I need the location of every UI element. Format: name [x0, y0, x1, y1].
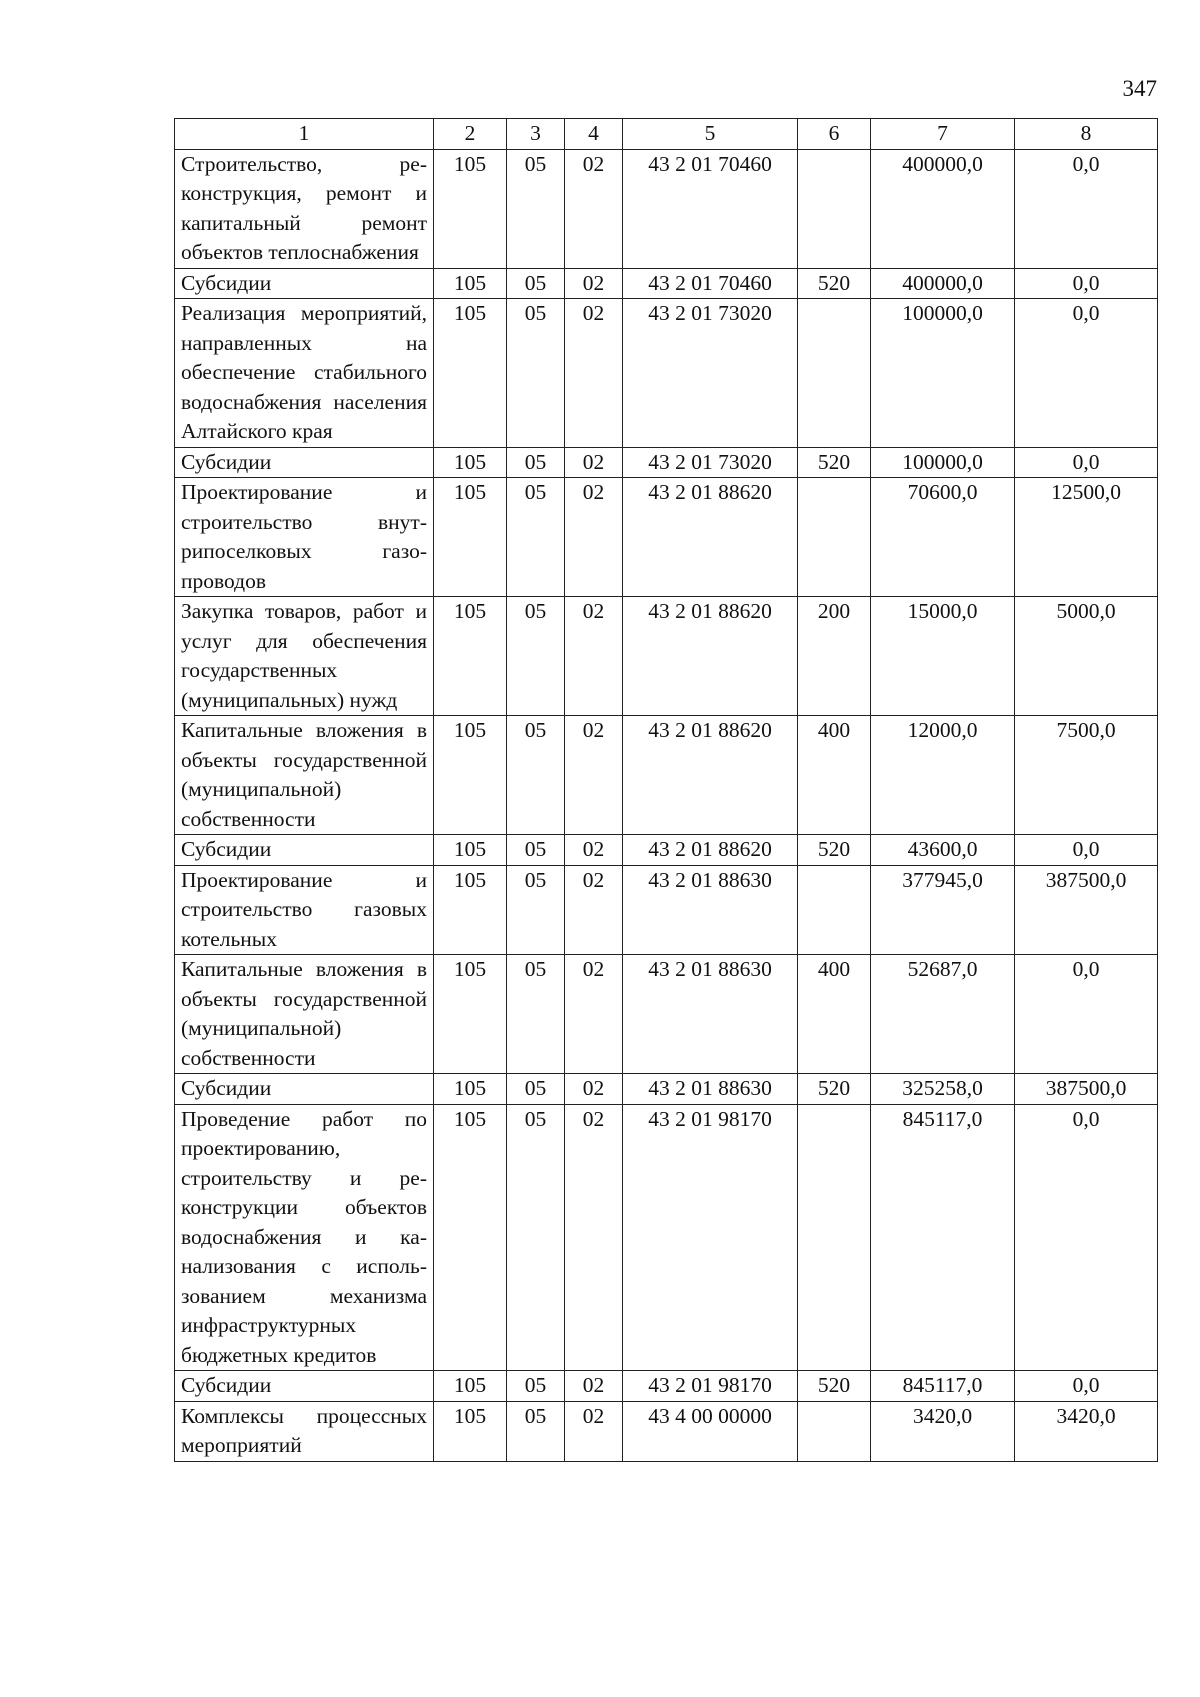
amount-year-1-cell: 845117,0 [871, 1104, 1015, 1371]
section-code-cell: 05 [507, 268, 565, 299]
amount-year-2-cell: 5000,0 [1015, 597, 1158, 716]
amount-year-1-cell: 3420,0 [871, 1401, 1015, 1461]
expense-type-cell [798, 1401, 871, 1461]
subsection-code-cell: 02 [565, 1104, 623, 1371]
expense-type-cell: 520 [798, 1074, 871, 1105]
amount-year-1-cell: 100000,0 [871, 447, 1015, 478]
target-article-cell: 43 2 01 98170 [623, 1104, 798, 1371]
admin-code-cell: 105 [434, 1104, 507, 1371]
target-article-cell: 43 4 00 00000 [623, 1401, 798, 1461]
target-article-cell: 43 2 01 73020 [623, 447, 798, 478]
header-cell: 3 [507, 119, 565, 150]
table-row [175, 865, 1158, 955]
admin-code-cell: 105 [434, 478, 507, 597]
item-name-cell: Капитальные вложения в объекты государственной (муниципальной) собственности [175, 716, 434, 835]
table-row [175, 1074, 1158, 1105]
amount-year-2-cell: 387500,0 [1015, 1074, 1158, 1105]
section-code-cell: 05 [507, 1401, 565, 1461]
expense-type-cell [798, 1104, 871, 1371]
section-code-cell: 05 [507, 865, 565, 955]
target-article-cell: 43 2 01 88620 [623, 597, 798, 716]
expense-type-cell [798, 865, 871, 955]
subsection-code-cell: 02 [565, 299, 623, 448]
table-row [175, 149, 1158, 268]
admin-code-cell: 105 [434, 1371, 507, 1402]
expense-type-cell [798, 478, 871, 597]
item-name-cell: Субсидии [175, 1371, 434, 1402]
admin-code-cell: 105 [434, 835, 507, 866]
table-row [175, 716, 1158, 835]
section-code-cell: 05 [507, 835, 565, 866]
section-code-cell: 05 [507, 149, 565, 268]
header-cell: 1 [175, 119, 434, 150]
item-name-cell: Субсидии [175, 447, 434, 478]
item-name-cell: Строительство, реконструкция, ремонт и капитальный ремонт объектов теплоснабжения [175, 149, 434, 268]
table-row [175, 1371, 1158, 1402]
item-name-cell: Проектирование и строительство внутрипоселковых газопроводов [175, 478, 434, 597]
item-name-cell: Капитальные вложения в объекты государственной (муниципальной) собственности [175, 955, 434, 1074]
header-cell: 7 [871, 119, 1015, 150]
subsection-code-cell: 02 [565, 1074, 623, 1105]
target-article-cell: 43 2 01 98170 [623, 1371, 798, 1402]
header-cell: 6 [798, 119, 871, 150]
expense-type-cell: 520 [798, 447, 871, 478]
expense-type-cell [798, 299, 871, 448]
target-article-cell: 43 2 01 88620 [623, 478, 798, 597]
amount-year-2-cell: 7500,0 [1015, 716, 1158, 835]
section-code-cell: 05 [507, 716, 565, 835]
target-article-cell: 43 2 01 88620 [623, 716, 798, 835]
section-code-cell: 05 [507, 478, 565, 597]
table-row [175, 1104, 1158, 1371]
amount-year-1-cell: 377945,0 [871, 865, 1015, 955]
amount-year-2-cell: 0,0 [1015, 955, 1158, 1074]
admin-code-cell: 105 [434, 1401, 507, 1461]
subsection-code-cell: 02 [565, 478, 623, 597]
admin-code-cell: 105 [434, 149, 507, 268]
subsection-code-cell: 02 [565, 597, 623, 716]
target-article-cell: 43 2 01 70460 [623, 149, 798, 268]
header-cell: 8 [1015, 119, 1158, 150]
expense-type-cell: 520 [798, 1371, 871, 1402]
item-name-cell: Комплексы процессных мероприятий [175, 1401, 434, 1461]
target-article-cell: 43 2 01 88620 [623, 835, 798, 866]
amount-year-1-cell: 52687,0 [871, 955, 1015, 1074]
item-name-cell: Проведение работ по проектированию, строительству и реконструкции объектов водоснабжения и канализования с использованием механизма инфраструктурных бюджетных кредитов [175, 1104, 434, 1371]
amount-year-2-cell: 0,0 [1015, 1371, 1158, 1402]
item-name-cell: Закупка товаров, работ и услуг для обеспечения государственных (муниципальных) нужд [175, 597, 434, 716]
amount-year-2-cell: 0,0 [1015, 447, 1158, 478]
table-row [175, 447, 1158, 478]
page-number: 347 [1122, 76, 1157, 101]
amount-year-1-cell: 400000,0 [871, 149, 1015, 268]
admin-code-cell: 105 [434, 716, 507, 835]
target-article-cell: 43 2 01 88630 [623, 1074, 798, 1105]
amount-year-1-cell: 100000,0 [871, 299, 1015, 448]
admin-code-cell: 105 [434, 865, 507, 955]
section-code-cell: 05 [507, 955, 565, 1074]
amount-year-2-cell: 12500,0 [1015, 478, 1158, 597]
header-cell: 4 [565, 119, 623, 150]
budget-table [174, 118, 1158, 1462]
table-row [175, 597, 1158, 716]
admin-code-cell: 105 [434, 597, 507, 716]
item-name-cell: Субсидии [175, 1074, 434, 1105]
amount-year-1-cell: 400000,0 [871, 268, 1015, 299]
subsection-code-cell: 02 [565, 447, 623, 478]
amount-year-2-cell: 0,0 [1015, 299, 1158, 448]
target-article-cell: 43 2 01 88630 [623, 955, 798, 1074]
expense-type-cell: 400 [798, 716, 871, 835]
header-row [175, 119, 1158, 150]
header-cell: 2 [434, 119, 507, 150]
expense-type-cell [798, 149, 871, 268]
item-name-cell: Реализация мероприятий, направленных на обеспечение стабильного водоснабжения населения Алтайского края [175, 299, 434, 448]
admin-code-cell: 105 [434, 447, 507, 478]
table-row [175, 268, 1158, 299]
amount-year-2-cell: 0,0 [1015, 835, 1158, 866]
expense-type-cell: 400 [798, 955, 871, 1074]
target-article-cell: 43 2 01 88630 [623, 865, 798, 955]
subsection-code-cell: 02 [565, 716, 623, 835]
item-name-cell: Проектирование и строительство газовых котельных [175, 865, 434, 955]
admin-code-cell: 105 [434, 1074, 507, 1105]
item-name-cell: Субсидии [175, 268, 434, 299]
amount-year-1-cell: 43600,0 [871, 835, 1015, 866]
admin-code-cell: 105 [434, 299, 507, 448]
amount-year-2-cell: 3420,0 [1015, 1401, 1158, 1461]
amount-year-1-cell: 325258,0 [871, 1074, 1015, 1105]
admin-code-cell: 105 [434, 955, 507, 1074]
subsection-code-cell: 02 [565, 835, 623, 866]
amount-year-1-cell: 70600,0 [871, 478, 1015, 597]
header-cell: 5 [623, 119, 798, 150]
subsection-code-cell: 02 [565, 955, 623, 1074]
section-code-cell: 05 [507, 1074, 565, 1105]
table-row [175, 299, 1158, 448]
section-code-cell: 05 [507, 1104, 565, 1371]
amount-year-1-cell: 15000,0 [871, 597, 1015, 716]
admin-code-cell: 105 [434, 268, 507, 299]
subsection-code-cell: 02 [565, 1401, 623, 1461]
subsection-code-cell: 02 [565, 268, 623, 299]
amount-year-1-cell: 12000,0 [871, 716, 1015, 835]
subsection-code-cell: 02 [565, 1371, 623, 1402]
amount-year-2-cell: 0,0 [1015, 1104, 1158, 1371]
amount-year-2-cell: 0,0 [1015, 149, 1158, 268]
item-name-cell: Субсидии [175, 835, 434, 866]
table-row [175, 478, 1158, 597]
table-row [175, 955, 1158, 1074]
target-article-cell: 43 2 01 73020 [623, 299, 798, 448]
amount-year-2-cell: 387500,0 [1015, 865, 1158, 955]
table-row [175, 835, 1158, 866]
section-code-cell: 05 [507, 597, 565, 716]
amount-year-2-cell: 0,0 [1015, 268, 1158, 299]
target-article-cell: 43 2 01 70460 [623, 268, 798, 299]
section-code-cell: 05 [507, 299, 565, 448]
section-code-cell: 05 [507, 1371, 565, 1402]
subsection-code-cell: 02 [565, 865, 623, 955]
expense-type-cell: 520 [798, 835, 871, 866]
expense-type-cell: 200 [798, 597, 871, 716]
amount-year-1-cell: 845117,0 [871, 1371, 1015, 1402]
table-row [175, 1401, 1158, 1461]
section-code-cell: 05 [507, 447, 565, 478]
subsection-code-cell: 02 [565, 149, 623, 268]
expense-type-cell: 520 [798, 268, 871, 299]
